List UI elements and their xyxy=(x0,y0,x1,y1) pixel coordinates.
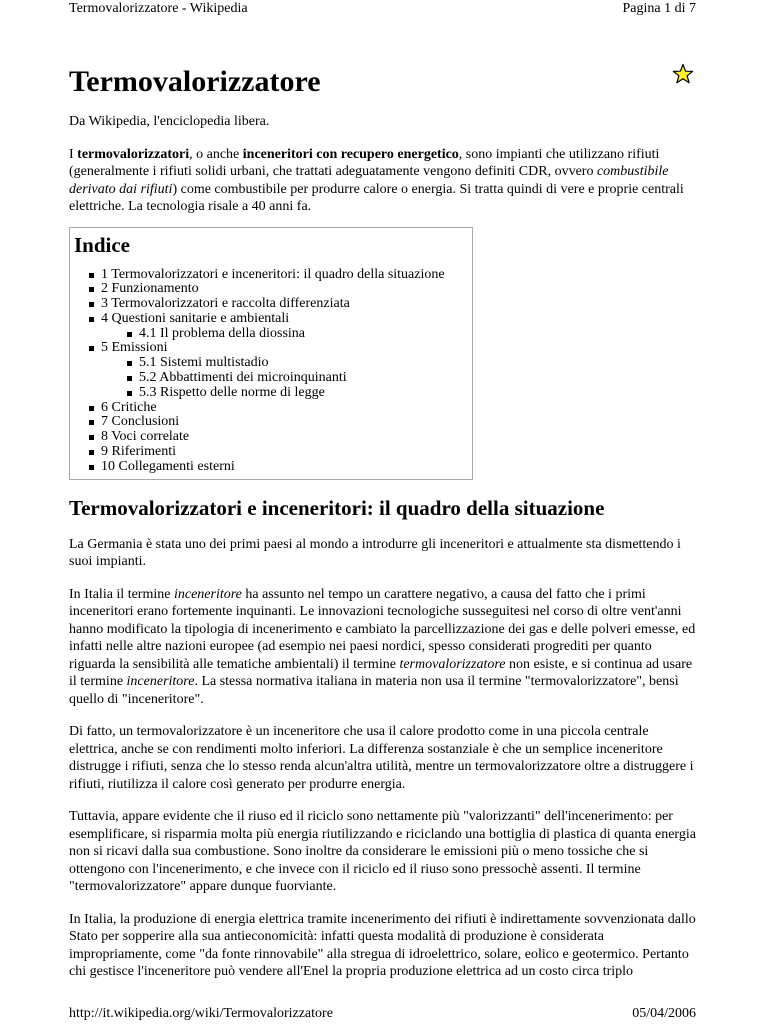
toc-subitem[interactable]: 5.2 Abbattimenti dei microinquinanti xyxy=(139,371,468,386)
toc-item[interactable] xyxy=(101,341,468,400)
toc-list xyxy=(74,268,468,475)
intro-text: , sono impianti che utilizzano rifiuti (generalmente i rifiuti solidi urbani, che trattati adeguatamente vengono definiti CDR, ovvero xyxy=(69,146,660,179)
print-header-title: Termovalorizzatore - Wikipedia xyxy=(69,1,248,16)
paragraph-text: In Italia il termine xyxy=(69,586,174,602)
paragraph-italic-term: termovalorizzatore xyxy=(399,656,506,672)
section-heading: Termovalorizzatori e inceneritori: il quadro della situazione xyxy=(69,495,605,520)
article-body xyxy=(69,113,699,996)
paragraph-text: . La stessa normativa italiana in materia non usa il termine "termovalorizzatore", bensì quello di "inceneritore". xyxy=(69,674,679,707)
paragraph-text: non esiste, e si continua ad usare il termine xyxy=(69,656,693,690)
toc-item-label[interactable]: 5 Emissioni xyxy=(101,340,168,356)
intro-bold-term: termovalorizzatori xyxy=(77,146,190,162)
toc-sublist xyxy=(101,327,468,342)
toc-subitem[interactable]: 5.1 Sistemi multistadio xyxy=(139,356,468,371)
table-of-contents xyxy=(69,227,473,480)
toc-item[interactable] xyxy=(101,312,468,342)
intro-bold-term: inceneritori con recupero energetico xyxy=(242,146,459,162)
toc-item[interactable]: 9 Riferimenti xyxy=(101,445,468,460)
intro-text: I xyxy=(69,146,78,162)
section-paragraph xyxy=(69,586,699,709)
paragraph-italic-term: inceneritore xyxy=(173,586,242,602)
section-paragraph: Di fatto, un termovalorizzatore è un inceneritore che usa il calore prodotto come in una piccola centrale elettrica, anche se con rendimenti molto inferiori. La differenza sostanziale è che un semplice inceneritore distrugge i rifiuti, senza che lo stesso renda alcun'altra utilità, mentre un termovalorizzatore oltre a distruggere i rifiuti, riutilizza il calore così generato per produrre energia. xyxy=(69,724,694,792)
toc-item[interactable]: 8 Voci correlate xyxy=(101,430,468,445)
intro-text: , o anche xyxy=(189,146,243,162)
toc-item[interactable]: 3 Termovalorizzatori e raccolta differenziata xyxy=(101,297,468,312)
print-footer-url: http://it.wikipedia.org/wiki/Termovalorizzatore xyxy=(69,1006,333,1021)
toc-subitem[interactable]: 5.3 Rispetto delle norme di legge xyxy=(139,386,468,401)
toc-title: Indice xyxy=(74,232,131,257)
toc-item[interactable]: 6 Critiche xyxy=(101,401,468,416)
toc-item-label[interactable]: 4 Questioni sanitarie e ambientali xyxy=(101,310,290,326)
site-tagline: Da Wikipedia, l'enciclopedia libera. xyxy=(69,114,270,129)
section-paragraph: Tuttavia, appare evidente che il riuso ed il riciclo sono nettamente più "valorizzanti" dell'incenerimento: per esemplificare, si risparmia molta più energia riutilizzando e riciclando una bottiglia di plastica di quanta energia non si ricavi dalla sua combustione. Sono inoltre da considerare le emissioni più o meno tossiche che si ottengono con l'incenerimento, e che invece con il riciclo ed il riuso sono pressochè assenti. Il termine "termovalorizzatore" appare dunque fuorviante. xyxy=(69,809,696,895)
toc-item[interactable]: 2 Funzionamento xyxy=(101,282,468,297)
intro-italic-term: combustibile derivato dai rifiuti xyxy=(69,164,669,197)
intro-text: ) come combustibile per produrre calore o energia. Si tratta quindi di vere e proprie centrali elettriche. La tecnologia risale a 40 anni fa. xyxy=(69,181,684,214)
toc-item[interactable]: 10 Collegamenti esterni xyxy=(101,460,468,475)
star-icon[interactable] xyxy=(672,63,694,85)
section-paragraph: La Germania è stata uno dei primi paesi al mondo a introdurre gli inceneritori e attualmente sta dismettendo i suoi impianti. xyxy=(69,536,681,570)
page-title: Termovalorizzatore xyxy=(69,65,321,98)
print-footer-date: 05/04/2006 xyxy=(632,1006,696,1021)
intro-paragraph xyxy=(69,146,699,216)
paragraph-italic-term: inceneritore xyxy=(126,674,195,690)
toc-sublist xyxy=(101,356,468,400)
section-paragraph: In Italia, la produzione di energia elettrica tramite incenerimento dei rifiuti è indirettamente sovvenzionata dallo Stato per sopperire alla sua antieconomicità: infatti questa modalità di produzione è considerata impropriamente, come "da fonte rinnovabile" alla stregua di idroelettrico, solare, eolico e geotermico. Pertanto chi gestisce l'inceneritore può vendere all'Enel la propria produzione elettrica ad un costo circa triplo xyxy=(69,911,696,980)
toc-subitem[interactable]: 4.1 Il problema della diossina xyxy=(139,327,468,342)
paragraph-text: ha assunto nel tempo un carattere negativo, a causa del fatto che i primi inceneritori erano fortemente inquinanti. Le innovazioni tecnologiche susseguitesi nel corso di oltre vent'anni hanno modificato la tipologia di incenerimento e cambiato la parcellizzazione dei gas e delle polveri emesse, ed infatti nelle altre nazioni europee (ad esempio nei paesi nordici, spesso considerati progrediti per quanto riguarda la sensibilità alle tematiche ambientali) il termine xyxy=(69,586,696,672)
toc-item[interactable]: 7 Conclusioni xyxy=(101,415,468,430)
print-page-number: Pagina 1 di 7 xyxy=(622,1,696,16)
toc-item[interactable]: 1 Termovalorizzatori e inceneritori: il quadro della situazione xyxy=(101,268,468,283)
